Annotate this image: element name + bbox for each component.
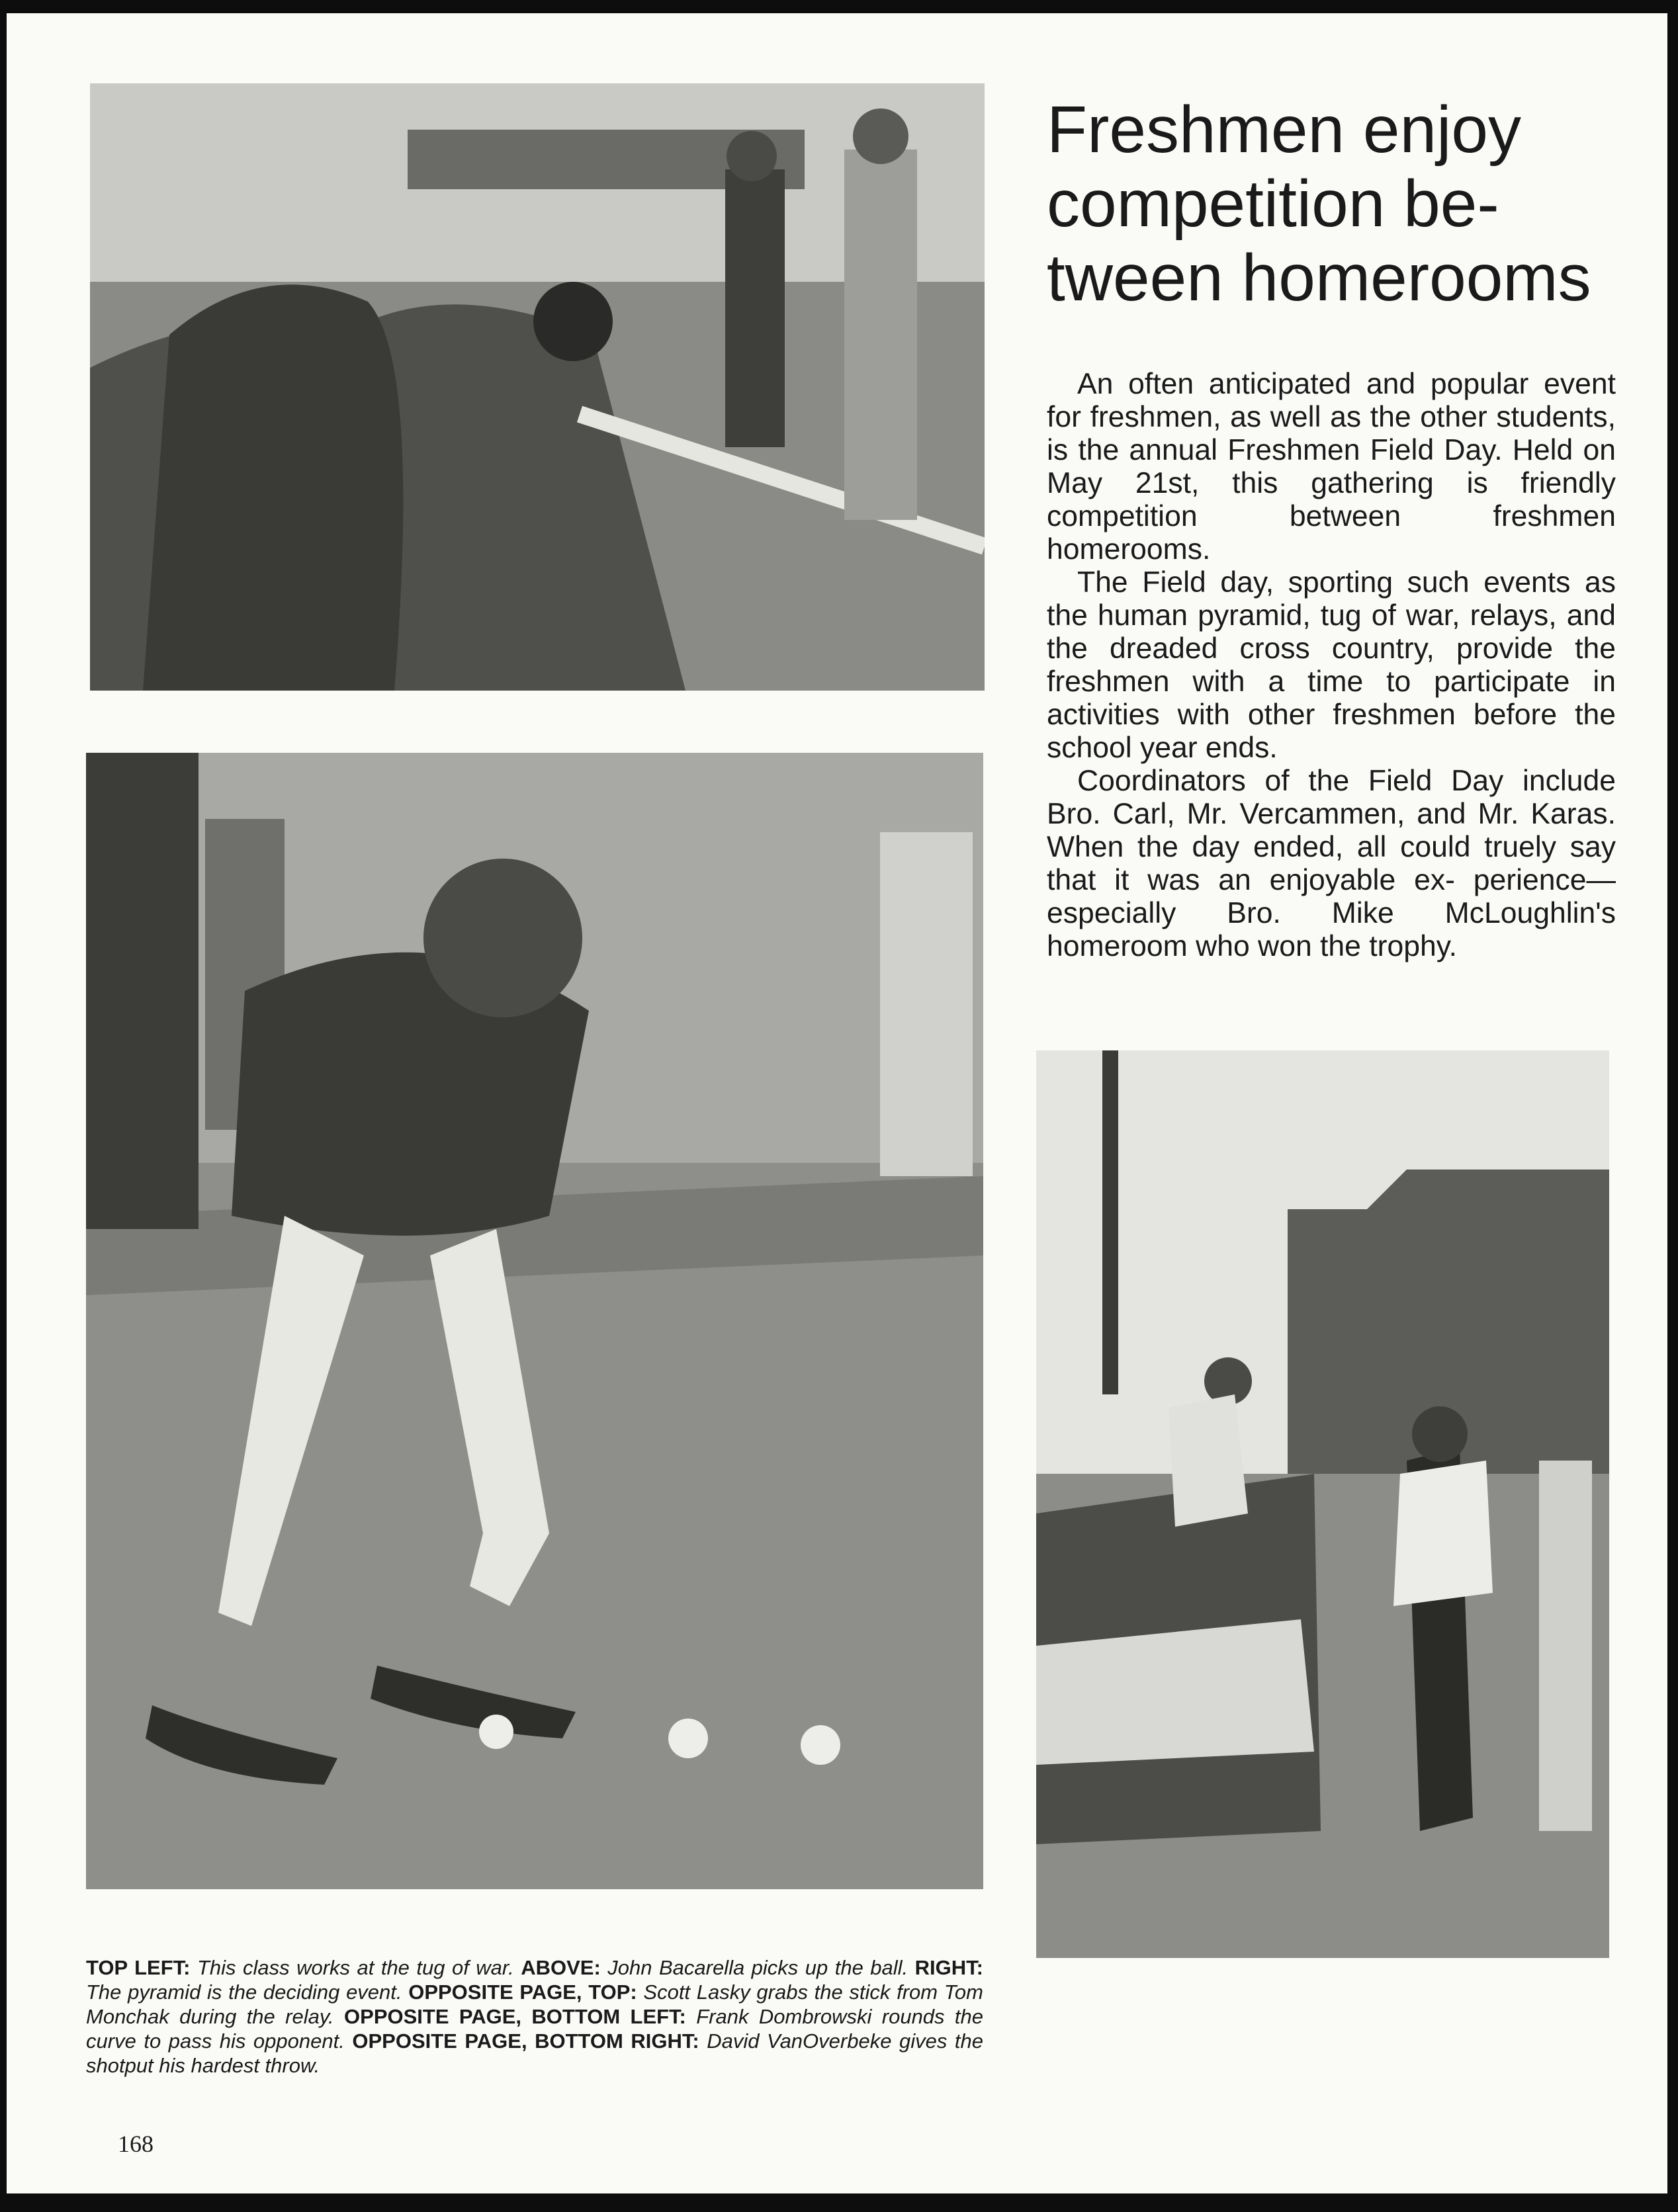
photo-captions: [86, 1955, 983, 2078]
ball-pickup-illustration: [86, 753, 983, 1889]
caption-text: David VanOverbeke gives the shotput his hardest throw.: [86, 2029, 983, 2077]
human-pyramid-illustration: [1036, 1050, 1609, 1958]
caption-label: ABOVE:: [521, 1956, 601, 1979]
caption-label: OPPOSITE PAGE, BOTTOM LEFT:: [344, 2005, 686, 2028]
ball-pickup-photo: [86, 753, 983, 1889]
caption-label: TOP LEFT:: [86, 1956, 191, 1979]
caption-text: John Bacarella picks up the ball.: [607, 1956, 908, 1979]
tug-of-war-illustration: [90, 83, 985, 691]
caption-text: This class works at the tug of war.: [197, 1956, 514, 1979]
caption-text: The pyramid is the deciding event.: [86, 1980, 402, 2004]
yearbook-page: [7, 13, 1667, 2193]
caption-label: RIGHT:: [914, 1956, 983, 1979]
tug-of-war-photo: [90, 83, 985, 691]
article-paragraph: An often anticipated and popular event for freshmen, as well as the other students, is the annual Freshmen Field Day. Held on May 21st, this gathering is friendly competition between freshmen homerooms.: [1047, 368, 1616, 566]
article-headline: Freshmen enjoy competition be- tween homerooms: [1047, 93, 1591, 315]
human-pyramid-photo: [1036, 1050, 1609, 1958]
caption-label: OPPOSITE PAGE, BOTTOM RIGHT:: [352, 2029, 699, 2053]
article-paragraph: The Field day, sporting such events as the human pyramid, tug of war, relays, and the dreaded cross country, provide the freshmen with a time to participate in activities with other freshmen before the school year ends.: [1047, 566, 1616, 764]
page-number: 168: [118, 2131, 154, 2157]
article-paragraph: Coordinators of the Field Day include Bro. Carl, Mr. Vercammen, and Mr. Karas. When the day ended, all could truely say that it was an enjoyable ex- perience—especially Bro. Mike McLoughlin's homeroom who won the trophy.: [1047, 765, 1616, 962]
caption-text: Frank Dombrowski rounds the curve to pass his opponent.: [86, 2005, 984, 2053]
caption-label: OPPOSITE PAGE, TOP:: [408, 1980, 637, 2004]
caption-text: Scott Lasky grabs the stick from Tom Monchak during the relay.: [86, 1980, 983, 2028]
article-body: [1047, 368, 1616, 963]
